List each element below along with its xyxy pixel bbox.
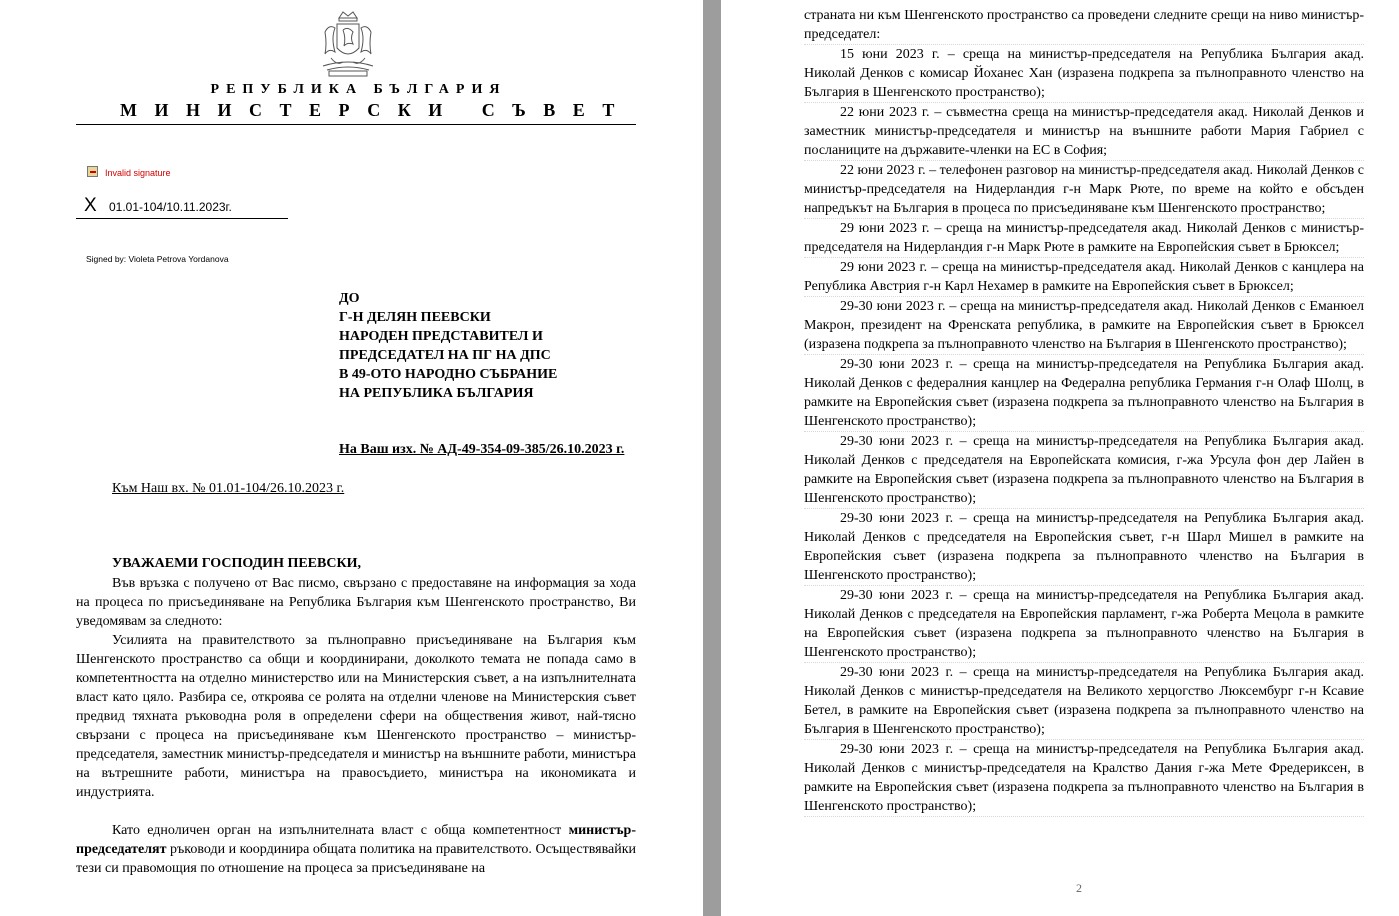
addressee-line: ДО — [339, 291, 360, 306]
addressee-line: В 49-ОТО НАРОДНО СЪБРАНИЕ — [339, 367, 558, 382]
ministry-title: МИНИСТЕРСКИ СЪВЕТ — [120, 100, 632, 120]
list-item: 29-30 юни 2023 г. – среща на министър-председателя на Република България акад. Николай Денков с министър-председателя на Кралство Дания г-жа Мете Фредериксен, в рамките на Европейския съвет (изразена подкрепа за пълноправното членство на България в Шенгенското пространство); — [804, 740, 1364, 817]
document-page-2 — [721, 0, 1399, 916]
list-item: 22 юни 2023 г. – телефонен разговор на министър-председателя акад. Николай Денков с министър-председателя на Нидерландия г-н Марк Рюте, по време на който е обсъден напредъкът на България в процеса по присъединяване към Шенгенското пространство; — [804, 161, 1364, 219]
list-item: 22 юни 2023 г. – съвместна среща на министър-председателя акад. Николай Денков и заместник министър-председателя и министър на външните работи Мария Габриел с посланиците на държавите-членки на ЕС в София; — [804, 103, 1364, 161]
header-divider — [76, 124, 636, 125]
page-number: 2 — [1076, 881, 1082, 895]
list-item: 29-30 юни 2023 г. – среща на министър-председателя на Република България акад. Николай Денков с федералния канцлер на Федерална република Германия г-н Олаф Шолц, в рамките на Европейския съвет (изразена подкрепа за пълноправното членство на България в Шенгенското пространство); — [804, 355, 1364, 432]
bold-term: министър-председателят — [76, 823, 636, 857]
list-item: 29-30 юни 2023 г. – среща на министър-председателя на Република България акад. Николай Денков с министър-председателя на Великото херцогство Люксембург г-н Ксавие Бетел, в рамките на Европейския съвет (изразена подкрепа за пълноправното членство на България в Шенгенското пространство); — [804, 663, 1364, 740]
paragraph: Във връзка с получено от Вас писмо, свързано с предоставяне на информация за хода на процеса по присъединяване на Република България към Шенгенското пространство, Ви уведомявам за следното: — [76, 576, 636, 629]
addressee-line: НАРОДЕН ПРЕДСТАВИТЕЛ И — [339, 329, 543, 344]
addressee-line: Г-Н ДЕЛЯН ПЕЕВСКИ — [339, 310, 491, 325]
paragraph — [76, 821, 636, 878]
list-item: 29-30 юни 2023 г. – среща на министър-председателя акад. Николай Денков с Еманюел Макрон, президент на Френската република, в рамките на Европейския съвет в Брюксел (изразена подкрепа за пълноправното членство на България в Шенгенското пространство); — [804, 297, 1364, 355]
signature-status[interactable]: Invalid signature — [105, 168, 171, 178]
addressee-line: НА РЕПУБЛИКА БЪЛГАРИЯ — [339, 386, 534, 401]
page-gutter — [703, 0, 721, 916]
signature-line — [76, 218, 288, 219]
signed-by: Signed by: Violeta Petrova Yordanova — [86, 254, 229, 264]
list-item: 29-30 юни 2023 г. – среща на министър-председателя на Република България акад. Николай Денков с председателя на Европейската комисия, г-жа Урсула фон дер Лайен в рамките на Европейския съвет (изразена подкрепа за пълноправното членство на България в Шенгенското пространство); — [804, 432, 1364, 509]
paragraph-text: Като едноличен орган на изпълнителната власт с обща компетентност — [112, 823, 569, 838]
coat-of-arms-icon — [317, 8, 379, 80]
list-intro: страната ни към Шенгенското пространство са проведени следните срещи на ниво министър-председател: — [804, 6, 1364, 45]
paragraph-text: ръководи и координира общата политика на правителството. Осъществявайки тези си правомощия по отношение на процеса за присъединяване на — [76, 842, 636, 876]
our-reference: Към Наш вх. № 01.01-104/26.10.2023 г. — [112, 481, 345, 496]
list-item: 29 юни 2023 г. – среща на министър-председателя акад. Николай Денков с министър-председателя на Нидерландия г-н Марк Рюте в рамките на Европейския съвет в Брюксел; — [804, 219, 1364, 258]
list-item: 29 юни 2023 г. – среща на министър-председателя акад. Николай Денков с канцлера на Република Австрия г-н Карл Нехамер в рамките на Европейския съвет в Брюксел; — [804, 258, 1364, 297]
document-number: 01.01-104/10.11.2023г. — [109, 200, 232, 214]
republic-title: РЕПУБЛИКА БЪЛГАРИЯ — [210, 82, 507, 97]
addressee-block — [339, 289, 557, 403]
letter-body — [76, 574, 636, 802]
list-item: 29-30 юни 2023 г. – среща на министър-председателя на Република България акад. Николай Денков с председателя на Европейския съвет, г-н Шарл Мишел в рамките на Европейския съвет (изразена подкрепа за пълноправното членство на България в Шенгенското пространство); — [804, 509, 1364, 586]
meetings-list — [804, 6, 1364, 817]
list-item: 29-30 юни 2023 г. – среща на министър-председателя на Република България акад. Николай Денков с председателя на Европейския парламент, г-жа Роберта Мецола в рамките на Европейския съвет (изразена подкрепа за пълноправното членство на България в Шенгенското пространство); — [804, 586, 1364, 663]
signature-mark: X — [84, 195, 97, 216]
letter-body-continued — [76, 821, 636, 878]
paragraph: Усилията на правителството за пълноправно присъединяване на България към Шенгенското пространство са общи и координирани, доколкото темата не попада само в компетентността на отделно министерство или на Министерския съвет, а на изпълнителната власт като цяло. Разбира се, откроява се ролята на отделни членове на Министерския съвет предвид тяхната ръководна роля в определени сфери на обществения живот, най-тясно свързани с процеса на присъединяване към Шенгенското пространство – министър-председателя, заместник министър-председателя и министър на външните работи, министъра на вътрешните работи, министъра на правосъдието, министъра на икономиката и индустрията. — [76, 633, 636, 800]
list-item: 15 юни 2023 г. – среща на министър-председателя на Република България акад. Николай Денков с комисар Йоханес Хан (изразена подкрепа за пълноправното членство на България в Шенгенското пространство); — [804, 45, 1364, 103]
addressee-line: ПРЕДСЕДАТЕЛ НА ПГ НА ДПС — [339, 348, 551, 363]
greeting: УВАЖАЕМИ ГОСПОДИН ПЕЕВСКИ, — [112, 556, 362, 571]
your-reference: На Ваш изх. № АД-49-354-09-385/26.10.2023 г. — [339, 442, 625, 457]
signature-warning-icon[interactable] — [87, 166, 98, 177]
